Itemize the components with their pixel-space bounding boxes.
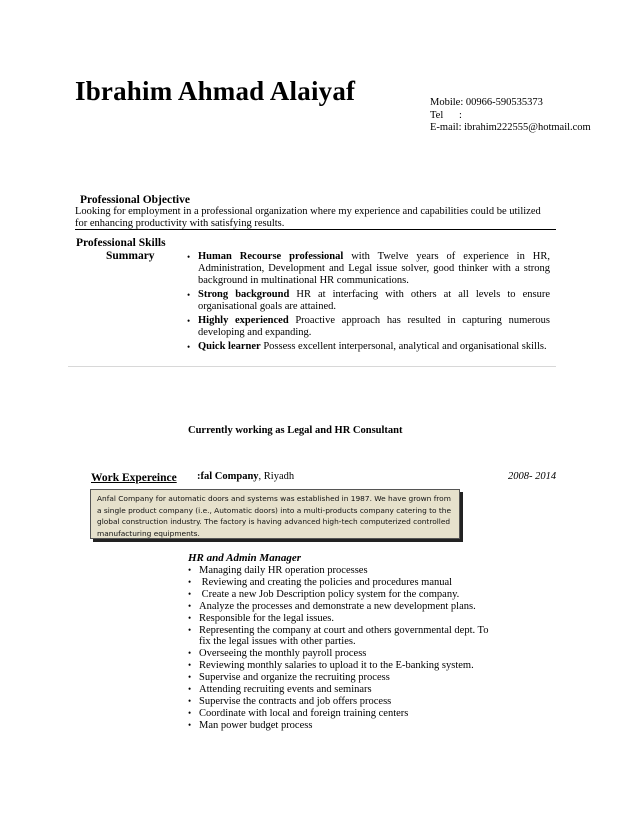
skill-item-text: with Twelve years of experience in HR, Administration, Development and Legal issue solver, good thinker with a strong background in multinational HR communications. bbox=[198, 251, 550, 286]
skill-item-title: Human Recourse professional bbox=[198, 251, 344, 262]
bullet-icon: • bbox=[188, 576, 192, 587]
current-position: Currently working as Legal and HR Consultant bbox=[188, 425, 403, 436]
objective-text: Looking for employment in a professional organization where my experience and capabilities could be utilized for enhancing productivity with satisfying results. bbox=[75, 206, 541, 229]
duty-text: Attending recruiting events and seminars bbox=[199, 684, 372, 696]
duty-text: Create a new Job Description policy system for the company. bbox=[199, 588, 460, 600]
duty-text: Coordinate with local and foreign training centers bbox=[199, 707, 409, 719]
contact-block bbox=[430, 97, 591, 135]
duty-item bbox=[188, 613, 498, 625]
company-name: :fal Company bbox=[197, 471, 259, 482]
skill-item bbox=[187, 251, 550, 287]
email-address: E-mail: ibrahim222555@hotmail.com bbox=[430, 122, 591, 133]
duty-item bbox=[188, 720, 498, 732]
duty-text: Analyze the processes and demonstrate a new development plans. bbox=[199, 600, 476, 612]
duty-text: Supervise the contracts and job offers process bbox=[199, 695, 392, 707]
bullet-icon: • bbox=[188, 588, 192, 599]
bullet-icon: • bbox=[187, 252, 191, 262]
duty-text: Reviewing and creating the policies and procedures manual bbox=[199, 576, 453, 588]
duty-item bbox=[188, 660, 498, 672]
duty-item bbox=[188, 625, 498, 649]
company-location: , Riyadh bbox=[258, 471, 295, 482]
duty-item bbox=[188, 708, 498, 720]
bullet-icon: • bbox=[188, 672, 192, 683]
light-divider bbox=[68, 366, 556, 367]
duty-item bbox=[188, 696, 498, 708]
section-divider bbox=[75, 229, 556, 230]
skill-item-title: Quick learner bbox=[198, 341, 261, 352]
duties-list bbox=[188, 565, 498, 732]
duty-text: Managing daily HR operation processes bbox=[199, 565, 368, 576]
candidate-name: Ibrahim Ahmad Alaiyaf bbox=[75, 76, 356, 106]
mobile-number: Mobile: 00966-590535373 bbox=[430, 97, 543, 108]
skill-item-title: Strong background bbox=[198, 289, 290, 300]
skill-item-title: Highly experienced bbox=[198, 315, 289, 326]
duty-item bbox=[188, 565, 498, 577]
job-title: HR and Admin Manager bbox=[188, 552, 301, 564]
company-line bbox=[197, 471, 294, 482]
bullet-icon: • bbox=[188, 684, 192, 695]
bullet-icon: • bbox=[188, 565, 192, 575]
bullet-icon: • bbox=[188, 707, 192, 718]
skills-heading: Professional Skills bbox=[76, 237, 166, 249]
skill-item-text: Possess excellent interpersonal, analytical and organisational skills. bbox=[260, 341, 547, 352]
skill-item bbox=[187, 315, 550, 339]
skills-heading-summary: Summary bbox=[106, 250, 155, 262]
duty-text: Man power budget process bbox=[199, 719, 313, 731]
bullet-icon: • bbox=[188, 695, 192, 706]
bullet-icon: • bbox=[187, 342, 191, 352]
bullet-icon: • bbox=[188, 719, 192, 730]
bullet-icon: • bbox=[187, 316, 191, 326]
duty-item bbox=[188, 648, 498, 660]
bullet-icon: • bbox=[188, 660, 192, 671]
duty-item bbox=[188, 589, 498, 601]
skill-item bbox=[187, 341, 550, 353]
telephone-number: Tel : bbox=[430, 109, 462, 121]
company-info-box: Anfal Company for automatic doors and systems was established in 1987. We have grown from a single product company (i.e., Automatic doors) into a multi-products company catering to the global construction industry. The factory is having advanced high-tech computerized controlled manufacturing equipments. bbox=[90, 489, 460, 539]
objective-heading: Professional Objective bbox=[80, 194, 190, 206]
skill-item-text: Proactive approach has resulted in capturing numerous developing and expanding. bbox=[198, 315, 550, 338]
work-experience-heading: Work Expereince bbox=[91, 472, 177, 484]
bullet-icon: • bbox=[188, 648, 192, 659]
bullet-icon: • bbox=[188, 624, 192, 635]
skill-item-text: HR at interfacing with others at all levels to ensure organisational goals are attained. bbox=[198, 289, 550, 312]
skill-item bbox=[187, 289, 550, 313]
duty-text: Responsible for the legal issues. bbox=[199, 612, 335, 624]
duty-text: Reviewing monthly salaries to upload it to the E-banking system. bbox=[199, 660, 474, 672]
bullet-icon: • bbox=[187, 290, 191, 300]
duty-text: Supervise and organize the recruiting process bbox=[199, 672, 390, 684]
bullet-icon: • bbox=[188, 600, 192, 611]
duty-item bbox=[188, 684, 498, 696]
bullet-icon: • bbox=[188, 612, 192, 623]
duty-item bbox=[188, 601, 498, 613]
duty-item bbox=[188, 672, 498, 684]
skills-list bbox=[187, 251, 550, 355]
duty-text: Overseeing the monthly payroll process bbox=[199, 648, 367, 660]
employment-dates: 2008- 2014 bbox=[508, 471, 557, 482]
duty-item bbox=[188, 577, 498, 589]
duty-text: Representing the company at court and others governmental dept. To fix the legal issues with other parties. bbox=[199, 624, 489, 648]
